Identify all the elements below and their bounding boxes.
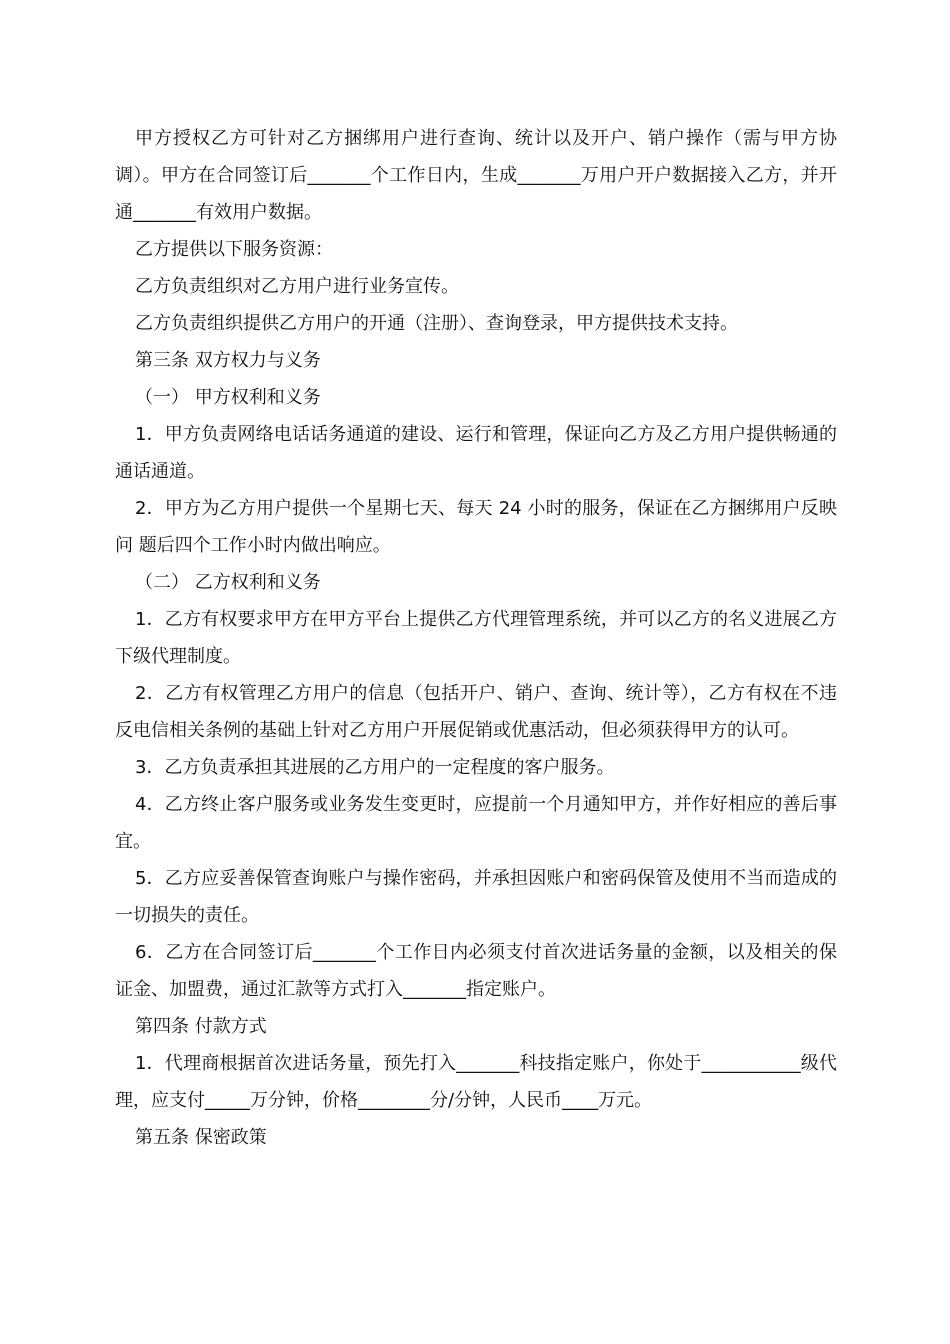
paragraph-promotion: 乙方负责组织对乙方用户进行业务宣传。	[135, 276, 459, 297]
party-a-clause-1: 1．甲方负责网络电话话务通道的建设、运行和管理，保证向乙方及乙方用户提供畅通的通话通道。	[115, 424, 837, 482]
party-a-rights-heading: （一） 甲方权利和义务	[135, 387, 321, 408]
party-b-rights-heading: （二） 乙方权利和义务	[135, 572, 321, 593]
paragraph-service-resources-intro: 乙方提供以下服务资源：	[135, 239, 333, 260]
party-b-clause-5: 5．乙方应妥善保管查询账户与操作密码，并承担因账户和密码保管及使用不当而造成的一切损失的责任。	[115, 868, 837, 926]
party-b-clause-6: 6．乙方在合同签订后_______个工作日内必须支付首次进话务量的金额，以及相关的保证金、加盟费，通过汇款等方式打入_______指定账户。	[115, 942, 837, 1000]
document-body	[115, 120, 837, 1156]
party-b-clause-4: 4．乙方终止客户服务或业务发生变更时，应提前一个月通知甲方，并作好相应的善后事宜。	[115, 794, 837, 852]
party-a-clause-2: 2．甲方为乙方用户提供一个星期七天、每天 24 小时的服务，保证在乙方捆绑用户反映问 题后四个工作小时内做出响应。	[115, 498, 837, 556]
article-3-heading: 第三条 双方权力与义务	[135, 350, 321, 371]
party-b-clause-1: 1．乙方有权要求甲方在甲方平台上提供乙方代理管理系统，并可以乙方的名义进展乙方下级代理制度。	[115, 609, 837, 667]
payment-clause-1: 1．代理商根据首次进话务量，预先打入_______科技指定账户，你处于___________级代理，应支付_____万分钟，价格________分/分钟，人民币____万元。	[115, 1053, 837, 1111]
article-5-heading: 第五条 保密政策	[135, 1127, 267, 1148]
paragraph-authorization: 甲方授权乙方可针对乙方捆绑用户进行查询、统计以及开户、销户操作（需与甲方协调）。甲方在合同签订后_______个工作日内，生成_______万用户开户数据接入乙方，并开通_______有效用户数据。	[115, 128, 837, 223]
article-4-heading: 第四条 付款方式	[135, 1016, 267, 1037]
party-b-clause-3: 3．乙方负责承担其进展的乙方用户的一定程度的客户服务。	[135, 757, 615, 778]
paragraph-registration: 乙方负责组织提供乙方用户的开通（注册）、查询登录，甲方提供技术支持。	[135, 313, 738, 334]
party-b-clause-2: 2．乙方有权管理乙方用户的信息（包括开户、销户、查询、统计等），乙方有权在不违反电信相关条例的基础上针对乙方用户开展促销或优惠活动，但必须获得甲方的认可。	[115, 683, 837, 741]
